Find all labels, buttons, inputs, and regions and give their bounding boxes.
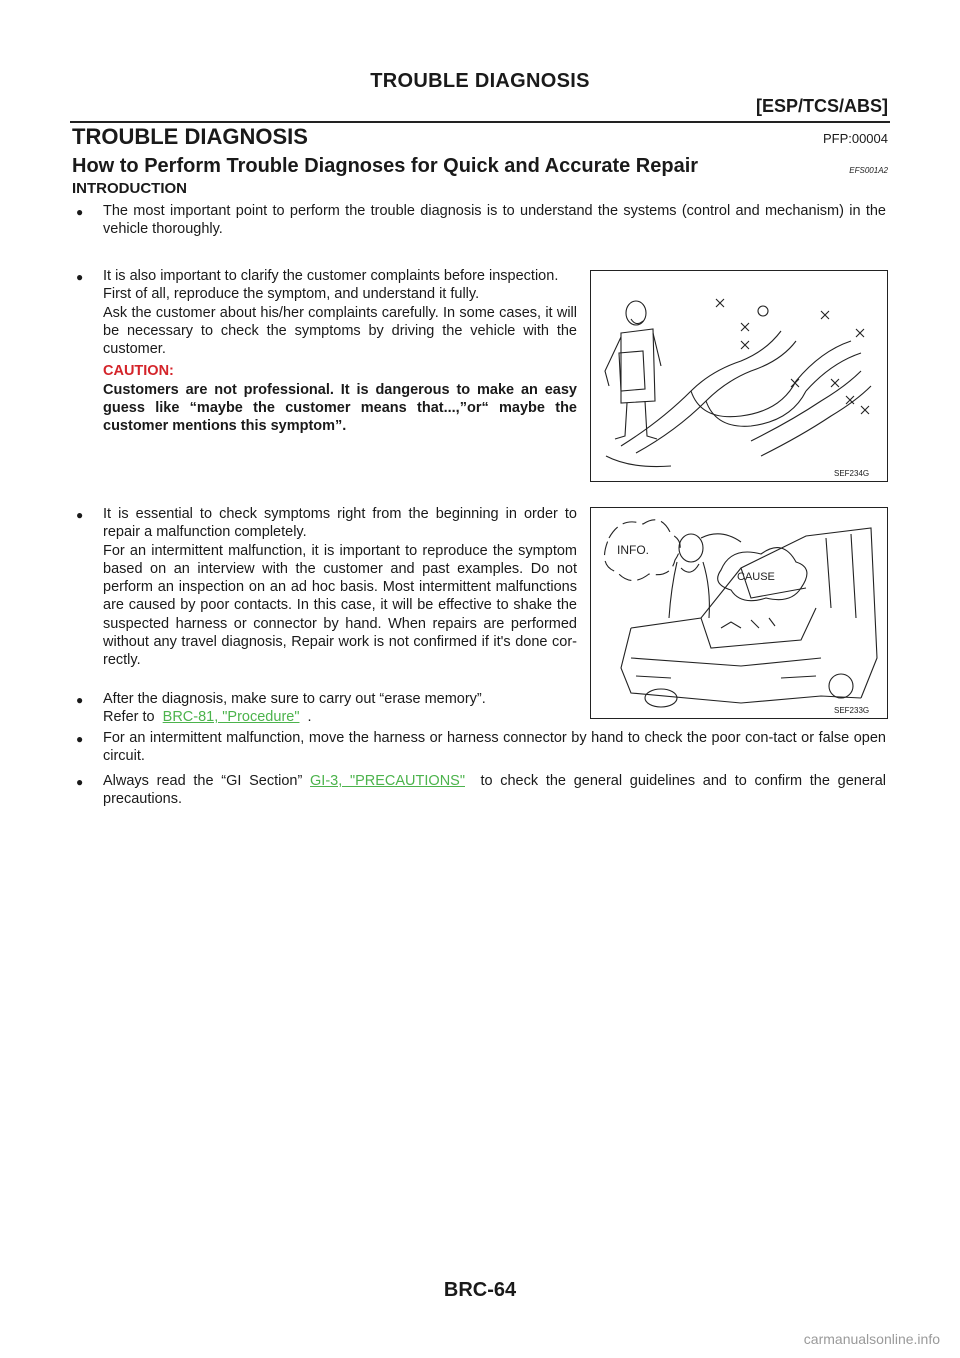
page-number: BRC-64 [443,1279,517,1301]
bullet-3-line1: It is essential to check symptoms right from the beginning in order to repair a malfunction completely. [103,506,577,541]
page-header-subtitle: [ESP/TCS/ABS] [755,96,888,116]
link-brc-81-procedure[interactable]: BRC-81, "Procedure" [162,709,300,726]
customer-diagnosis-illustration [591,271,887,481]
bullet-4-block [103,690,577,727]
page-header-title: TROUBLE DIAGNOSIS [370,70,590,92]
subsection-title: How to Perform Trouble Diagnoses for Quick and Accurate Repair [72,155,699,177]
bullet-5-text: For an intermittent malfunction, move the harness or harness connector by hand to check the poor con-tact or false open circuit. [103,730,886,765]
figure-customer-illustration [590,270,888,482]
intro-heading: INTRODUCTION [72,180,187,197]
figure-car-illustration [590,507,888,719]
bullet-2-block [103,267,577,436]
link-gi-3-precautions[interactable]: GI-3, "PRECAUTIONS" [310,773,465,789]
car-diagnosis-illustration [591,508,887,718]
bullet-icon: ● [76,205,84,219]
caution-heading: CAUTION: [103,363,174,380]
header-divider [70,121,890,123]
bullet-icon: ● [76,693,84,707]
bullet-icon: ● [76,270,84,284]
pfp-code: PFP:00004 [822,131,888,146]
refer-label: Refer to [103,709,155,726]
figure-2-code: SEF233G [834,706,870,715]
bullet-icon: ● [76,732,84,746]
bullet-icon: ● [76,508,84,522]
bullet-4-end: . [307,709,312,726]
bullet-6-text [103,772,886,809]
bullet-1-text: The most important point to perform the trouble diagnosis is to understand the systems (control and mechanism) in the vehicle thoroughly. [103,203,886,238]
bullet-4-line1: After the diagnosis, make sure to carry out “erase memory”. [103,691,486,707]
efs-code: EFS001A2 [849,166,888,175]
bullet-2-line3: Ask the customer about his/her complaints carefully. In some cases, it will be necessary to check the symptoms by driving the vehicle with the customer. [103,304,577,358]
caution-text: Customers are not professional. It is dangerous to make an easy guess like “maybe the customer means that...,”or“ maybe the customer mentions this symptom”. [103,381,577,435]
bullet-3-block [103,505,577,670]
bullet-6-post: to check the general guidelines and to confirm the general precautions. [103,773,887,808]
watermark: carmanualsonline.info [803,1331,940,1347]
section-title: TROUBLE DIAGNOSIS [72,124,308,149]
bullet-icon: ● [76,775,84,789]
bullet-2-line2: First of all, reproduce the symptom, and understand it fully. [103,286,480,303]
bullet-4-line2 [103,708,577,726]
bullet-6-pre: Always read the “GI Section” [103,773,303,789]
info-label: INFO. [617,543,649,557]
bullet-2-line1: It is also important to clarify the customer complaints before inspection. [103,268,559,284]
figure-1-code: SEF234G [834,469,870,478]
cause-label: CAUSE [737,571,775,583]
bullet-3-line2: For an intermittent malfunction, it is important to reproduce the symptom based on an interview with the customer and past examples. Do not perform an inspection on an ad hoc basis. Most intermittent malfunctions are caused by poor contacts. In this case, it will be effective to shake the suspected harness or connector by hand. When repairs are performed without any travel diagnosis, Repair work is not confirmed if it's done cor-rectly. [103,542,577,669]
